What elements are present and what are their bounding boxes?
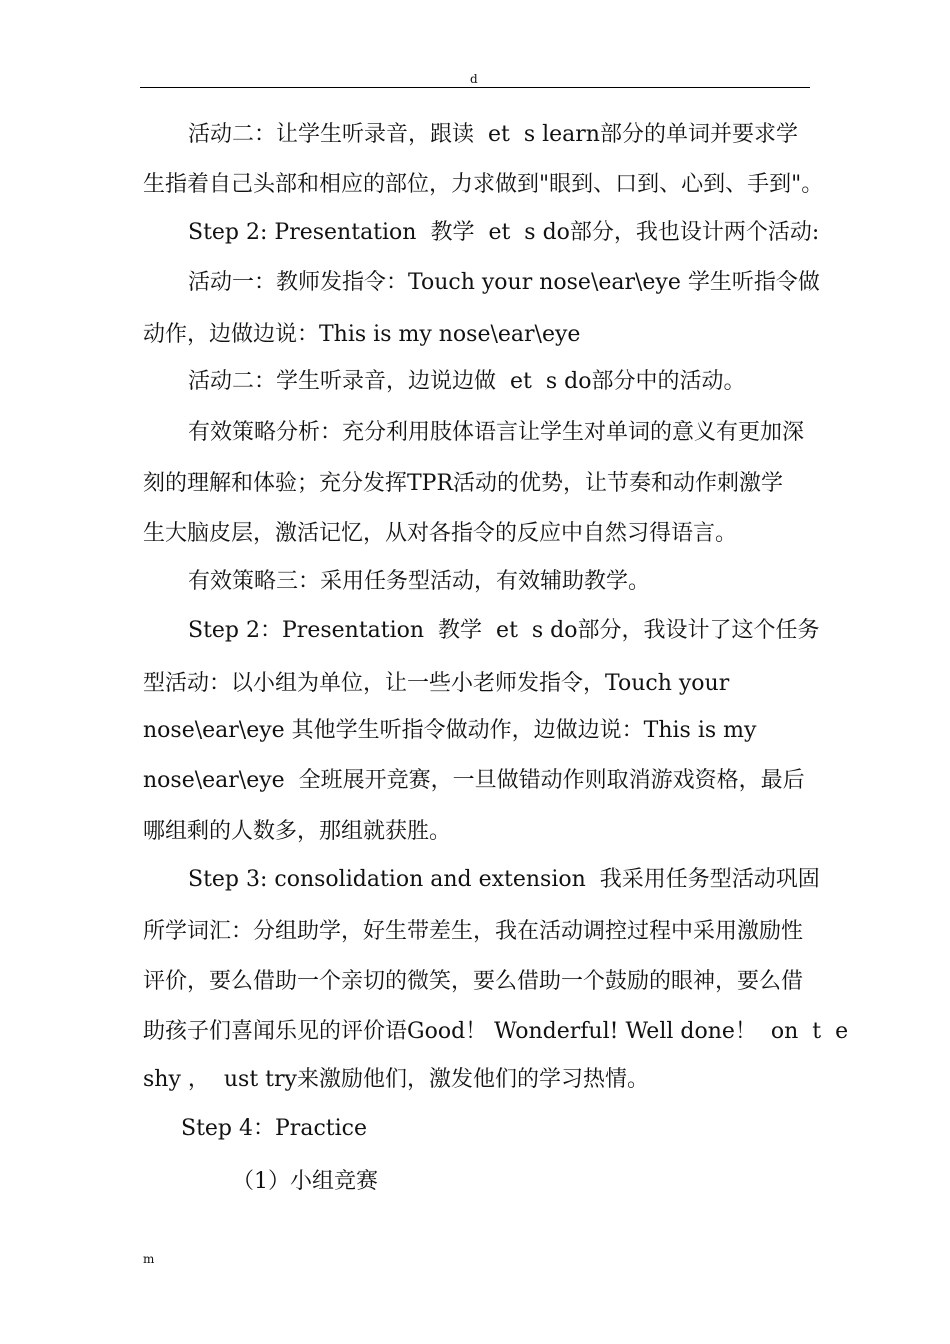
paragraph-line: shy ， ust try来激励他们，激发他们的学习热情。 xyxy=(143,1067,649,1092)
page-header: d xyxy=(470,72,478,86)
paragraph-line: （1）小组竞赛 xyxy=(232,1169,378,1194)
paragraph-line: 刻的理解和体验；充分发挥TPR活动的优势，让节奏和动作刺激学 xyxy=(143,471,784,496)
paragraph-line: 所学词汇：分组助学，好生带差生，我在活动调控过程中采用激励性 xyxy=(143,919,804,944)
paragraph-line: 生大脑皮层，激活记忆，从对各指令的反应中自然习得语言。 xyxy=(143,521,738,546)
paragraph-line: Step 3: consolidation and extension 我采用任务型活动巩固 xyxy=(188,867,820,892)
page-footer: m xyxy=(143,1252,155,1266)
paragraph-line: 有效策略三：采用任务型活动，有效辅助教学。 xyxy=(188,569,651,594)
paragraph-line: Step 2：Presentation 教学 et s do部分，我设计了这个任务 xyxy=(188,618,820,643)
paragraph-line: 哪组剩的人数多，那组就获胜。 xyxy=(143,819,452,844)
header-rule xyxy=(140,87,810,88)
paragraph-line: 型活动：以小组为单位，让一些小老师发指令，Touch your xyxy=(143,671,730,696)
paragraph-line: nose\ear\eye 全班展开竞赛，一旦做错动作则取消游戏资格，最后 xyxy=(143,768,805,793)
paragraph-line: 活动二：让学生听录音，跟读 et s learn部分的单词并要求学 xyxy=(188,122,798,147)
paragraph-line: Step 2: Presentation 教学 et s do部分，我也设计两个活动: xyxy=(188,220,820,245)
paragraph-line: 评价，要么借助一个亲切的微笑，要么借助一个鼓励的眼神，要么借 xyxy=(143,969,804,994)
paragraph-line: 动作，边做边说：This is my nose\ear\eye xyxy=(143,322,581,347)
paragraph-line: 活动一：教师发指令：Touch your nose\ear\eye 学生听指令做 xyxy=(188,270,820,295)
paragraph-line: nose\ear\eye 其他学生听指令做动作，边做边说：This is my xyxy=(143,718,757,743)
paragraph-line: 助孩子们喜闻乐见的评价语Good！ Wonderful! Well done！ on t e xyxy=(143,1019,849,1044)
paragraph-line: 有效策略分析：充分利用肢体语言让学生对单词的意义有更加深 xyxy=(188,420,805,445)
paragraph-line: 活动二：学生听录音，边说边做 et s do部分中的活动。 xyxy=(188,369,746,394)
paragraph-line: 生指着自己头部和相应的部位，力求做到"眼到、口到、心到、手到"。 xyxy=(143,172,824,197)
paragraph-line: Step 4：Practice xyxy=(181,1116,367,1141)
